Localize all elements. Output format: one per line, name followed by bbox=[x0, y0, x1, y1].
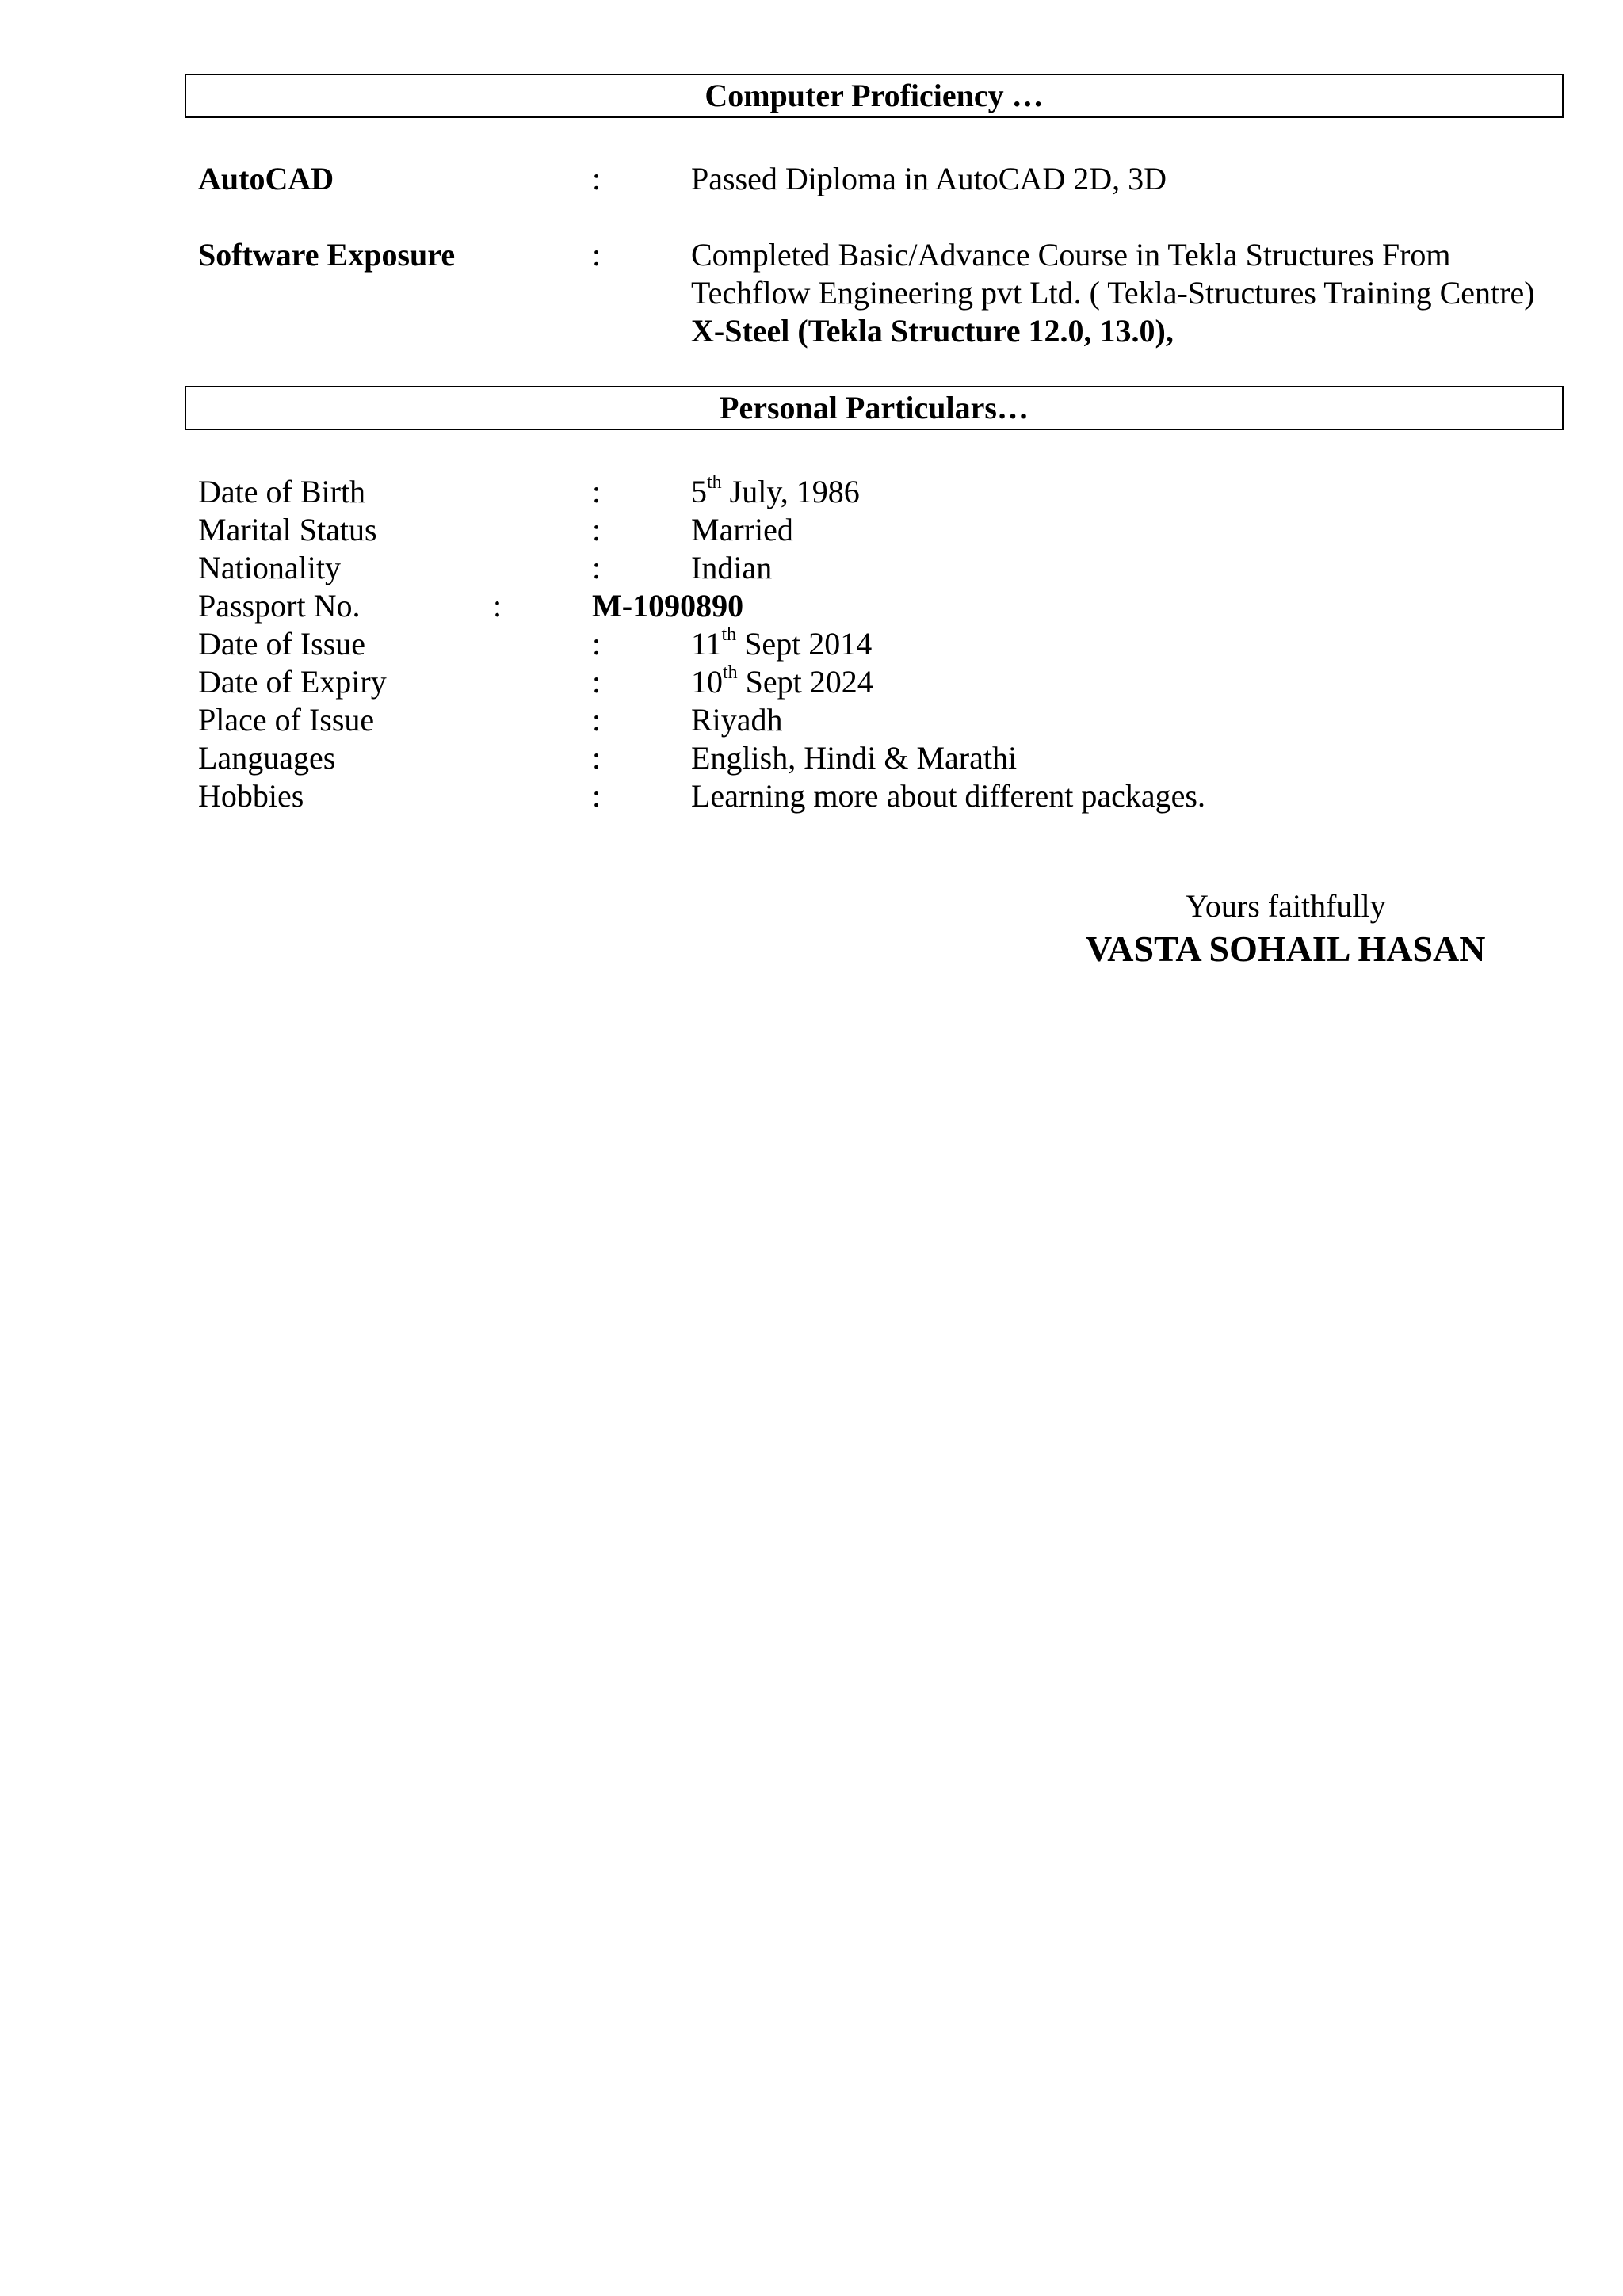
date-of-issue-rest: Sept 2014 bbox=[736, 626, 873, 662]
date-of-issue-label: Date of Issue bbox=[198, 626, 366, 662]
passport-no-label: Passport No. bbox=[198, 588, 361, 624]
date-of-expiry-suffix: th bbox=[723, 662, 738, 683]
date-of-birth-colon: : bbox=[592, 474, 601, 509]
marital-status-label: Marital Status bbox=[198, 512, 377, 547]
marital-status-value: Married bbox=[691, 512, 793, 547]
autocad-colon: : bbox=[592, 161, 601, 196]
passport-no-colon: : bbox=[493, 588, 502, 624]
place-of-issue-colon: : bbox=[592, 702, 601, 738]
date-of-issue-day: 11 bbox=[691, 626, 722, 662]
hobbies-colon: : bbox=[592, 778, 601, 814]
software-exposure-line-3: X-Steel (Tekla Structure 12.0, 13.0), bbox=[691, 313, 1174, 349]
passport-no-value: M-1090890 bbox=[592, 588, 744, 624]
autocad-label: AutoCAD bbox=[198, 161, 334, 196]
languages-label: Languages bbox=[198, 740, 336, 776]
signature-name: VASTA SOHAIL HASAN bbox=[1086, 929, 1486, 969]
date-of-birth-suffix: th bbox=[707, 471, 722, 493]
personal-particulars-heading bbox=[185, 386, 1564, 430]
languages-colon: : bbox=[592, 740, 601, 776]
date-of-expiry-day: 10 bbox=[691, 664, 723, 700]
closing-salutation: Yours faithfully bbox=[1186, 888, 1386, 924]
autocad-value: Passed Diploma in AutoCAD 2D, 3D bbox=[691, 161, 1167, 196]
date-of-issue-value bbox=[691, 625, 872, 663]
computer-proficiency-heading bbox=[185, 74, 1564, 118]
software-exposure-line-1: Completed Basic/Advance Course in Tekla Structures From bbox=[691, 237, 1451, 273]
hobbies-label: Hobbies bbox=[198, 778, 304, 814]
nationality-label: Nationality bbox=[198, 550, 341, 585]
date-of-expiry-label: Date of Expiry bbox=[198, 664, 387, 700]
languages-value: English, Hindi & Marathi bbox=[691, 740, 1018, 776]
software-exposure-label: Software Exposure bbox=[198, 237, 456, 273]
software-exposure-line-2: Techflow Engineering pvt Ltd. ( Tekla-Structures Training Centre) bbox=[691, 275, 1535, 311]
place-of-issue-value: Riyadh bbox=[691, 702, 783, 738]
date-of-expiry-rest: Sept 2024 bbox=[737, 664, 873, 700]
marital-status-colon: : bbox=[592, 512, 601, 547]
software-exposure-value bbox=[691, 236, 1535, 350]
date-of-issue-colon: : bbox=[592, 626, 601, 662]
hobbies-value: Learning more about different packages. bbox=[691, 778, 1205, 814]
date-of-birth-value bbox=[691, 473, 860, 511]
place-of-issue-label: Place of Issue bbox=[198, 702, 375, 738]
date-of-expiry-colon: : bbox=[592, 664, 601, 700]
date-of-birth-rest: July, 1986 bbox=[721, 474, 860, 509]
date-of-expiry-value bbox=[691, 663, 873, 701]
software-exposure-colon: : bbox=[592, 237, 601, 273]
computer-proficiency-heading-text: Computer Proficiency … bbox=[705, 78, 1044, 113]
nationality-colon: : bbox=[592, 550, 601, 585]
date-of-birth-day: 5 bbox=[691, 474, 707, 509]
date-of-birth-label: Date of Birth bbox=[198, 474, 366, 509]
nationality-value: Indian bbox=[691, 550, 773, 585]
personal-particulars-heading-text: Personal Particulars… bbox=[720, 390, 1029, 425]
date-of-issue-suffix: th bbox=[721, 624, 737, 645]
